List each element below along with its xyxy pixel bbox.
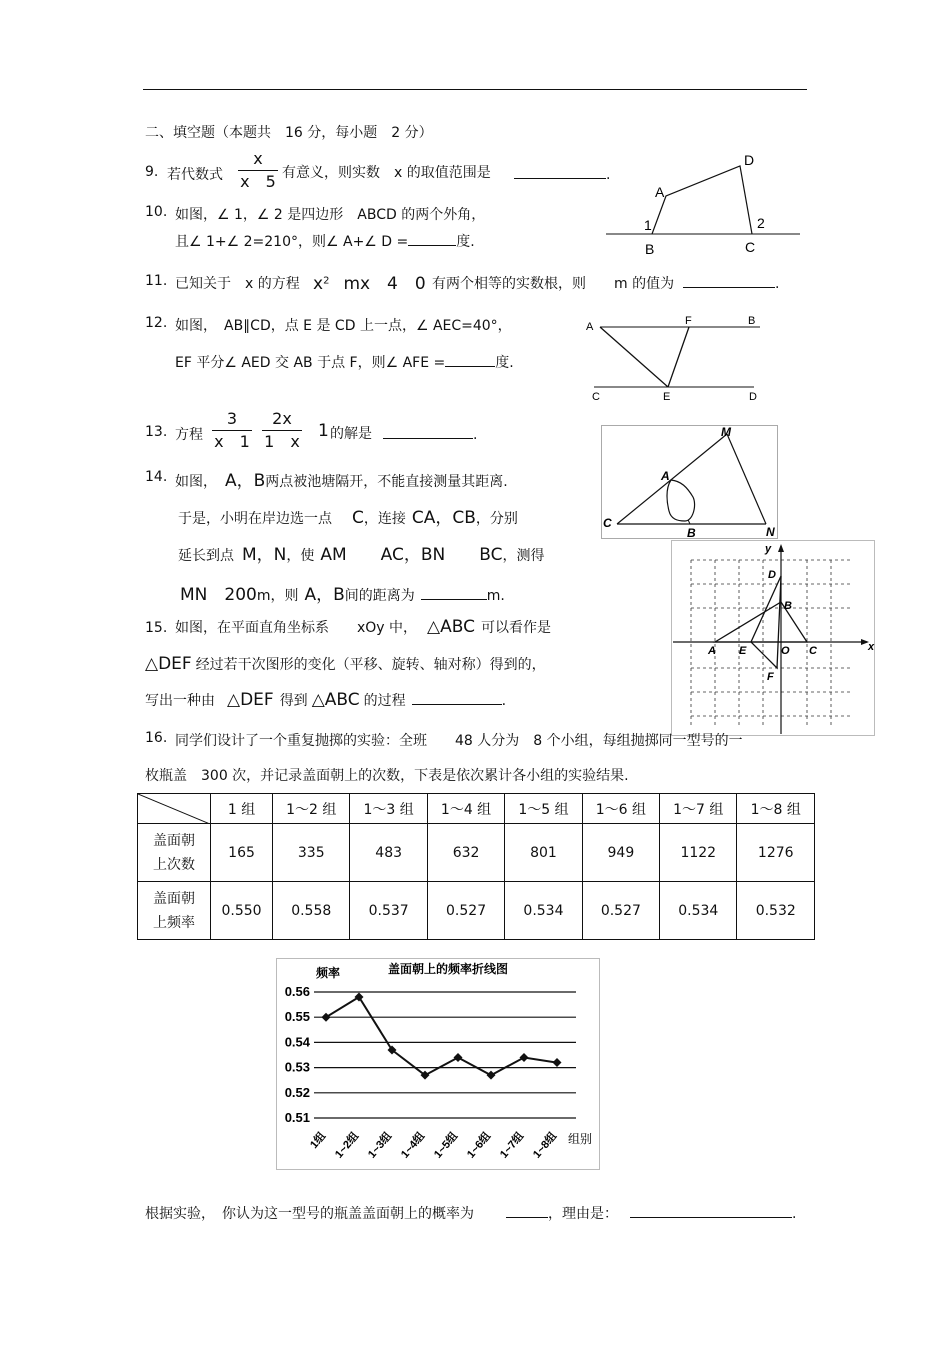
- chart-data-point: [322, 1013, 331, 1022]
- figure-quadrilateral-abcd: [600, 148, 810, 260]
- fig12-label-f: F: [685, 315, 692, 327]
- table-row-counts: [138, 824, 815, 882]
- q16-line2: 枚瓶盖 300 次，并记录盖面朝上的次数，下表是依次累计各小组的实验结果.: [145, 768, 629, 784]
- q15-line3-e: 的过程: [363, 693, 406, 709]
- table-header-cell: 1～6 组: [582, 794, 659, 824]
- chart-x-label: 组别: [568, 1132, 593, 1146]
- table-header-cell: 1 组: [211, 794, 273, 824]
- q16-probability-blank[interactable]: [506, 1203, 548, 1218]
- q10-line2: [175, 231, 475, 251]
- q14-line1-b: A，B: [225, 471, 266, 491]
- q13-answer-blank[interactable]: [383, 424, 477, 443]
- table-cell: 0.527: [582, 882, 659, 940]
- fig14-pond: [667, 480, 695, 521]
- table-corner-diagonal: [138, 794, 210, 824]
- fig10-quadrilateral: [652, 166, 752, 234]
- fig12-segment-ef: [668, 327, 689, 387]
- q12-line2-prefix: EF 平分∠ AED 交 AB 于点 F，则∠ AFE =: [175, 355, 446, 371]
- q13-rhs: 1: [318, 421, 329, 441]
- chart-x-tick-label: 1~8组: [531, 1130, 560, 1161]
- q9-number: 9.: [145, 164, 159, 180]
- q15-answer-blank[interactable]: [412, 690, 502, 705]
- fig10-label-b: B: [645, 241, 655, 257]
- q9-fraction-denominator: x 5: [240, 172, 276, 191]
- chart-x-tick-label: 1~6组: [465, 1130, 494, 1161]
- q14-line2: [178, 503, 518, 528]
- chart-data-point: [553, 1058, 562, 1067]
- chart-y-tick-label: 0.55: [284, 1009, 310, 1025]
- q13-number: 13.: [145, 424, 168, 440]
- table-header-cell: 1～2 组: [273, 794, 350, 824]
- fig15-label-o: O: [781, 645, 790, 657]
- q9-text: 有意义，则实数 x 的取值范围是: [282, 165, 491, 181]
- q11-eq-exponent: 2: [323, 275, 330, 287]
- fig12-label-b: B: [748, 315, 756, 327]
- q14-line3-c: ，使: [286, 548, 315, 564]
- table-header-row: [138, 794, 815, 824]
- fig10-label-a: A: [655, 184, 665, 200]
- q14-line4-e: m.: [486, 588, 505, 604]
- q13-prefix: 方程: [175, 427, 203, 443]
- q15-line1: [175, 617, 551, 637]
- table-cell: 483: [350, 824, 427, 882]
- table-corner-cell: [138, 794, 211, 824]
- chart-x-tick-label: 1~2组: [333, 1130, 362, 1161]
- fig15-triangle-def: [751, 576, 781, 668]
- q10-line1: 如图，∠ 1，∠ 2 是四边形 ABCD 的两个外角，: [175, 207, 486, 223]
- fig12-label-d: D: [749, 391, 757, 403]
- q14-line3-e: ，测得: [502, 548, 545, 564]
- table-cell: 335: [273, 824, 350, 882]
- chart-x-tick-label: 1~3组: [366, 1130, 395, 1161]
- table-row-frequency: [138, 882, 815, 940]
- q12-line2: [175, 352, 514, 372]
- q10-line2-prefix: 且∠ 1+∠ 2=210°，则∠ A+∠ D =: [175, 234, 409, 250]
- q15-line2: [145, 654, 546, 674]
- table-cell: 949: [582, 824, 659, 882]
- fig10-label-2: 2: [757, 215, 765, 231]
- q13-fraction-1-denominator: x 1: [214, 432, 250, 451]
- table-cell: 0.534: [505, 882, 582, 940]
- q15-line2-a: △DEF: [145, 654, 192, 674]
- fig15-grid: [691, 560, 851, 728]
- q15-line3-a: 写出一种由: [145, 693, 215, 709]
- q14-answer-blank[interactable]: [421, 585, 487, 600]
- q16-number: 16.: [145, 730, 168, 746]
- q11-text: 有两个相等的实数根，则 m 的值为: [432, 276, 675, 292]
- chart-y-tick-label: 0.56: [284, 984, 310, 999]
- top-rule: [143, 89, 807, 90]
- q14-line3: [178, 540, 545, 565]
- fig12-segment-ae: [600, 327, 668, 387]
- q14-line1-a: 如图，: [175, 474, 217, 490]
- figure-pond-triangle: [601, 425, 779, 540]
- q14-line2-c: ，连接: [363, 511, 406, 527]
- q14-line4-a: MN 200: [180, 585, 257, 605]
- q9-prefix: 若代数式: [167, 167, 223, 183]
- fig15-label-x: x: [868, 641, 875, 653]
- q9-answer-blank[interactable]: [514, 164, 610, 183]
- fig15-label-f: F: [767, 671, 774, 683]
- table-row-label: 盖面朝 上频率: [138, 882, 211, 940]
- fig15-label-d: D: [768, 569, 776, 581]
- table-header-cell: 1～3 组: [350, 794, 427, 824]
- q13-fraction-2: [262, 410, 302, 451]
- fig10-label-c: C: [745, 239, 756, 255]
- q14-line4-b: m，则: [256, 588, 299, 604]
- table-cell: 0.550: [211, 882, 273, 940]
- q10-number: 10.: [145, 204, 168, 220]
- table-cell: 801: [505, 824, 582, 882]
- chart-x-tick-label: 1组: [308, 1130, 329, 1152]
- q14-line2-d: CA，CB: [411, 508, 476, 528]
- q14-line4: [180, 580, 505, 605]
- q14-line4-d: 间的距离为: [344, 588, 415, 604]
- q15-line3-f: .: [501, 693, 507, 709]
- table-cell: 632: [427, 824, 504, 882]
- fig15-label-y: y: [765, 543, 772, 555]
- fig12-label-e: E: [663, 391, 671, 403]
- chart-data-point: [487, 1071, 496, 1080]
- fig12-label-a: A: [586, 321, 594, 333]
- frequency-line-chart: [276, 958, 600, 1170]
- fig15-label-c: C: [809, 645, 817, 657]
- q14-line2-a: 于是，小明在岸边选一点: [178, 511, 332, 527]
- q15-line1-b: △ABC: [427, 617, 475, 637]
- q11-equation: [313, 269, 426, 294]
- chart-data-point: [454, 1053, 463, 1062]
- q11-end: .: [775, 276, 780, 292]
- table-header-cell: 1～5 组: [505, 794, 582, 824]
- q9-fraction-numerator: x: [253, 149, 263, 168]
- table-cell: 1122: [660, 824, 737, 882]
- fig10-label-d: D: [744, 152, 755, 168]
- q15-number: 15.: [145, 620, 168, 636]
- chart-y-tick-label: 0.51: [284, 1110, 310, 1125]
- q14-line3-a: 延长到点: [178, 548, 234, 564]
- chart-y-label: 频率: [316, 966, 341, 980]
- table-row-label: 盖面朝 上次数: [138, 824, 211, 882]
- chart-x-tick-label: 1~4组: [399, 1130, 428, 1161]
- q13-fraction-2-numerator: 2x: [272, 409, 292, 428]
- q14-line4-c: A，B: [304, 585, 345, 605]
- chart-y-tick-label: 0.52: [284, 1084, 310, 1100]
- fig14-label-n: N: [766, 525, 775, 539]
- q10-line2-suffix: 度.: [456, 234, 475, 250]
- table-cell: 0.558: [273, 882, 350, 940]
- q15-line1-c: 可以看作是: [480, 620, 551, 636]
- chart-series-line: [326, 997, 557, 1075]
- fig12-label-c: C: [592, 391, 600, 403]
- q12-answer-blank[interactable]: [445, 352, 495, 367]
- section-header: 二、填空题（本题共 16 分，每小题 2 分）: [145, 125, 433, 141]
- q11-answer-blank[interactable]: [683, 273, 779, 292]
- experiment-results-table: [137, 793, 815, 940]
- table-header-cell: 1～7 组: [660, 794, 737, 824]
- chart-y-tick-label: 0.53: [284, 1059, 310, 1075]
- q12-line2-suffix: 度.: [495, 355, 514, 371]
- table-cell: 0.527: [427, 882, 504, 940]
- table-cell: 1276: [737, 824, 815, 882]
- q16-reason-blank[interactable]: [630, 1203, 792, 1218]
- q13-fraction-1: [212, 410, 252, 451]
- q12-line1: 如图， AB∥CD，点 E 是 CD 上一点，∠ AEC=40°，: [175, 318, 512, 334]
- q15-line1-a: 如图，在平面直角坐标系 xOy 中，: [175, 620, 418, 636]
- figure-coordinate-grid: [671, 540, 876, 736]
- q14-number: 14.: [145, 469, 168, 485]
- table-cell: 0.534: [660, 882, 737, 940]
- chart-x-tick-label: 1~5组: [432, 1130, 461, 1161]
- fig15-label-e: E: [739, 645, 747, 657]
- fig14-label-c: C: [603, 516, 612, 530]
- fig15-y-arrow: [778, 544, 784, 552]
- chart-x-tick-label: 1~7组: [498, 1130, 527, 1161]
- q16-conclusion-a: 根据实验， 你认为这一型号的瓶盖盖面朝上的概率为: [145, 1206, 474, 1222]
- q11-prefix: 已知关于 x 的方程: [175, 276, 300, 292]
- fig15-label-a: A: [708, 645, 716, 657]
- q14-line1-c: 两点被池塘隔开，不能直接测量其距离.: [265, 474, 508, 490]
- q11-eq-rest: mx 4 0: [343, 274, 426, 294]
- q14-line1: [175, 466, 508, 491]
- q11-eq-x: x: [313, 274, 324, 294]
- q16-conclusion-b: ，理由是：: [548, 1206, 618, 1222]
- fig14-label-a: A: [661, 469, 670, 483]
- q16-line1: 同学们设计了一个重复抛掷的实验：全班 48 人分为 8 个小组，每组抛掷同一型号的一: [175, 733, 743, 749]
- table-cell: 0.537: [350, 882, 427, 940]
- q15-line3-c: 得到: [279, 693, 308, 709]
- table-cell: 165: [211, 824, 273, 882]
- q15-line2-b: 经过若干次图形的变化（平移、旋转、轴对称）得到的，: [195, 657, 546, 673]
- table-header-cell: 1～4 组: [427, 794, 504, 824]
- q14-line2-e: ，分别: [475, 511, 518, 527]
- q16-conclusion-c: .: [792, 1206, 797, 1222]
- q15-line3-b: △DEF: [227, 690, 274, 710]
- table-cell: 0.532: [737, 882, 815, 940]
- figure-parallel-lines: [582, 310, 772, 406]
- fig14-segment-mn: [727, 434, 766, 524]
- q13-text: 的解是: [330, 426, 372, 442]
- q13-end: .: [473, 427, 478, 443]
- q14-line3-d: AM AC，BN BC: [320, 545, 503, 565]
- q13-fraction-2-denominator: 1 x: [264, 432, 300, 451]
- chart-data-point: [520, 1053, 529, 1062]
- fig10-label-1: 1: [644, 217, 652, 233]
- q15-line3: [145, 690, 506, 710]
- q12-number: 12.: [145, 315, 168, 331]
- q15-line3-d: △ABC: [311, 690, 360, 710]
- chart-title: 盖面朝上的频率折线图: [387, 962, 509, 976]
- fig14-label-b: B: [687, 526, 696, 540]
- fig14-label-m: M: [721, 425, 731, 439]
- q16-conclusion: [145, 1203, 796, 1223]
- table-header-cell: 1～8 组: [737, 794, 815, 824]
- q13-fraction-1-numerator: 3: [226, 409, 238, 428]
- q9-end: .: [606, 167, 611, 183]
- q14-line2-b: C: [352, 508, 364, 528]
- q9-fraction: [238, 150, 278, 191]
- q10-answer-blank[interactable]: [408, 231, 456, 246]
- fig14-frame: [602, 426, 778, 539]
- q11-number: 11.: [145, 273, 168, 289]
- q14-line3-b: M，N: [242, 545, 287, 565]
- chart-y-tick-label: 0.54: [284, 1034, 310, 1050]
- fig15-label-b: B: [784, 600, 792, 612]
